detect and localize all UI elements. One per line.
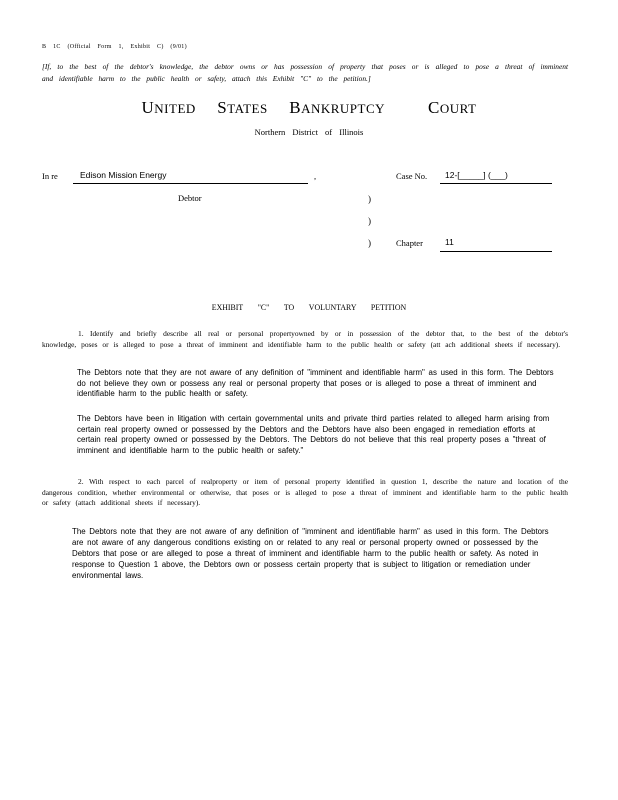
court-title-c: C (428, 98, 440, 117)
answer-2: The Debtors note that they are not aware of any definition of "imminent and identifiable harm" as used in this form. The Debtors are not aware of any dangerous conditions existing on or related to any real or personal property owned or possessed by the Debtors that pose or are alleged to pose a threat of imminent and identifiable harm to the public health or safety. As noted in response to Question 1 above, the Debtors own or possess certain property that is subject to litigation or remediation under environmental laws. (72, 527, 549, 580)
caption-paren-1: ) (368, 194, 371, 204)
question-1: 1. Identify and briefly describe all real or personal propertyowned by or in possession of the debtor that, to the best of the debtor's knowledge, poses or is alleged to pose a threat of imminent and identifiable harm to the public health or safety (att ach additional sheets if necessary). (42, 329, 568, 349)
caption-comma: , (314, 171, 317, 181)
debtor-name-underline (73, 183, 308, 184)
case-no-value[interactable]: 12-[_____] (___) (445, 170, 508, 180)
question-2: 2. With respect to each parcel of realproperty or item of personal property identified in question 1, describe the nature and location of the dangerous condition, whether environmental or otherwise, that poses or is alleged to pose a threat of imminent and identifiable harm to the public health or safety (attach additional sheets if necessary). (42, 477, 568, 507)
court-title-tates: TATES (227, 101, 268, 116)
instruction-note: [If, to the best of the debtor's knowledge, the debtor owns or has possession of property that poses or is alleged to pose a threat of imminent and identifiable harm to the public health or safety, attach this Exhibit "C" to the petition.] (42, 62, 568, 83)
court-title (0, 98, 618, 118)
debtor-name[interactable]: Edison Mission Energy (80, 170, 167, 180)
answer-1-paragraph-1: The Debtors note that they are not aware of any definition of "imminent and identifiable harm" as used in this form. The Debtors do not believe they own or possess any real or personal property that poses or is alleged to pose a threat of imminent and identifiable harm to the public health or safety. (77, 368, 554, 398)
court-title-s: S (217, 98, 228, 117)
court-title-nited: NITED (154, 101, 196, 116)
caption-paren-3: ) (368, 238, 371, 248)
court-title-u: U (141, 98, 155, 117)
court-title-b: B (289, 98, 302, 117)
chapter-underline (440, 251, 552, 252)
debtor-label: Debtor (178, 193, 202, 203)
exhibit-heading: EXHIBIT "C" TO VOLUNTARY PETITION (211, 303, 407, 312)
form-id: B 1C (Official Form 1, Exhibit C) (9/01) (42, 44, 187, 50)
chapter-value[interactable]: 11 (445, 237, 454, 247)
case-no-underline (440, 183, 552, 184)
district-name: Northern District of Illinois (254, 127, 364, 137)
caption-paren-2: ) (368, 216, 371, 226)
case-no-label: Case No. (396, 171, 428, 181)
court-title-ourt: OURT (439, 101, 477, 116)
court-title-ankruptcy: ANKRUPTCY (301, 101, 386, 116)
in-re-label: In re (42, 171, 58, 181)
chapter-label: Chapter (396, 238, 423, 248)
answer-1-paragraph-2: The Debtors have been in litigation with certain governmental units and private third parties related to alleged harm arising from certain real property owned or possessed by the Debtors and the Debtors have also been engaged in remediation efforts at certain real property owned or possessed by the Debtors. The Debtors do not believe that this real property poses a "threat of imminent and identifiable harm to the public health or safety." (77, 414, 550, 455)
